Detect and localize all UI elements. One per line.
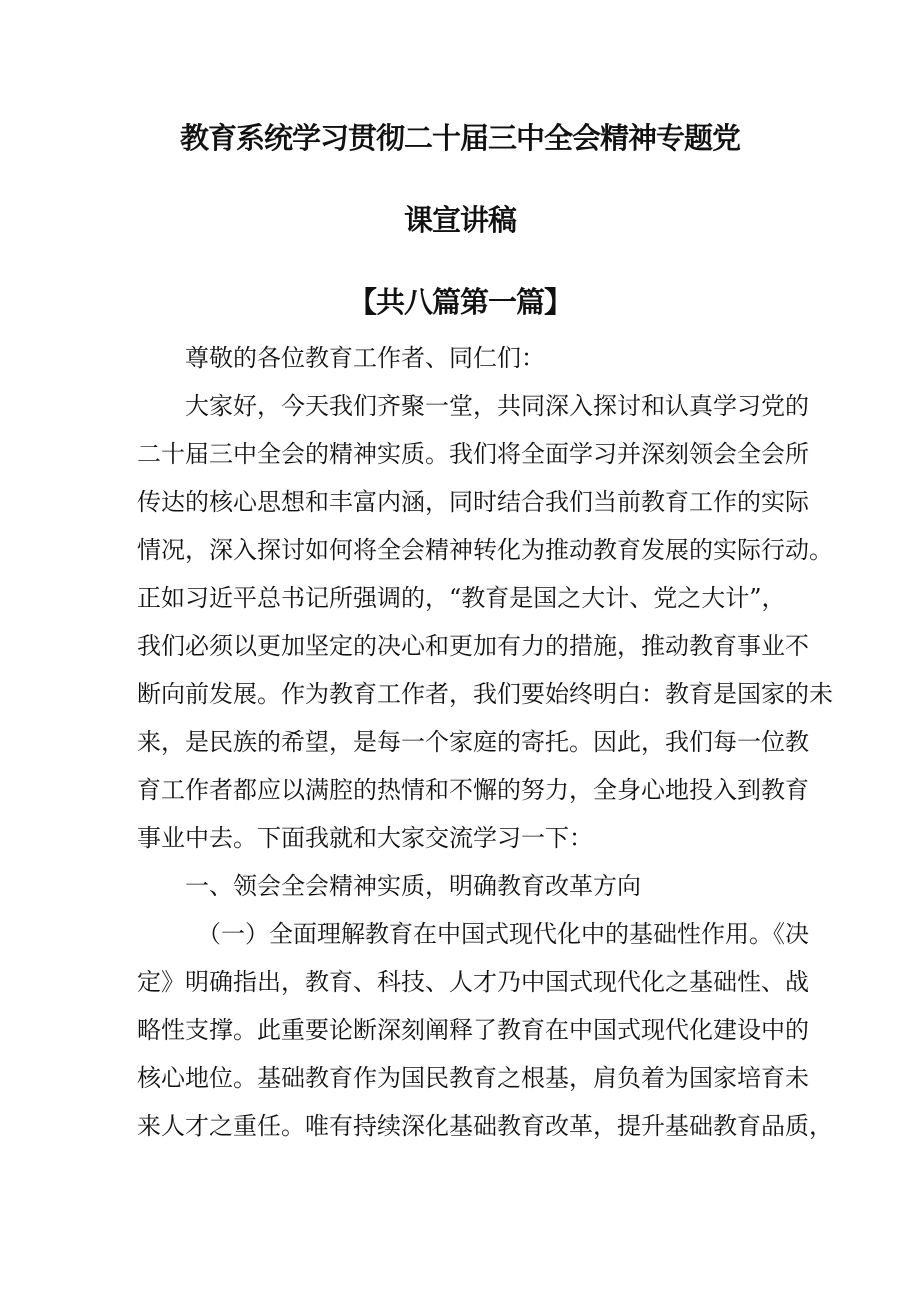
intro-line: 正如习近平总书记所强调的，“教育是国之大计、党之大计”，: [137, 584, 786, 612]
document-body: [137, 334, 833, 1150]
section-heading: 一、领会全会精神实质，明确教育改革方向: [185, 872, 641, 900]
intro-line: 育工作者都应以满腔的热情和不懈的努力，全身心地投入到教育: [137, 776, 809, 804]
document-subtitle: 【共八篇第一篇】: [347, 285, 572, 319]
intro-line: 事业中去。下面我就和大家交流学习一下：: [137, 824, 593, 852]
document-title-line-2: 课宣讲稿: [403, 203, 516, 237]
document-title-line-1: 教育系统学习贯彻二十届三中全会精神专题党: [179, 121, 740, 155]
subsection-line: 核心地位。基础教育作为国民教育之根基，肩负着为国家培育未: [137, 1064, 809, 1092]
intro-line: 我们必须以更加坚定的决心和更加有力的措施，推动教育事业不: [137, 632, 809, 660]
intro-line: 传达的核心思想和丰富内涵，同时结合我们当前教育工作的实际: [137, 488, 809, 516]
subsection-line: 来人才之重任。唯有持续深化基础教育改革，提升基础教育品质，: [137, 1112, 833, 1140]
intro-line: 来，是民族的希望，是每一个家庭的寄托。因此，我们每一位教: [137, 728, 809, 756]
subsection-line: 定》明确指出，教育、科技、人才乃中国式现代化之基础性、战: [137, 968, 809, 996]
subsection-line: 略性支撑。此重要论断深刻阐释了教育在中国式现代化建设中的: [137, 1016, 809, 1044]
intro-line: 断向前发展。作为教育工作者，我们要始终明白：教育是国家的未: [137, 680, 833, 708]
subsection-line: （一）全面理解教育在中国式现代化中的基础性作用。《决: [197, 920, 809, 948]
intro-line: 二十届三中全会的精神实质。我们将全面学习并深刻领会全会所: [137, 440, 809, 468]
greeting: 尊敬的各位教育工作者、同仁们：: [185, 344, 545, 372]
intro-line: 情况，深入探讨如何将全会精神转化为推动教育发展的实际行动。: [137, 536, 833, 564]
intro-line: 大家好，今天我们齐聚一堂，共同深入探讨和认真学习党的: [185, 392, 809, 420]
